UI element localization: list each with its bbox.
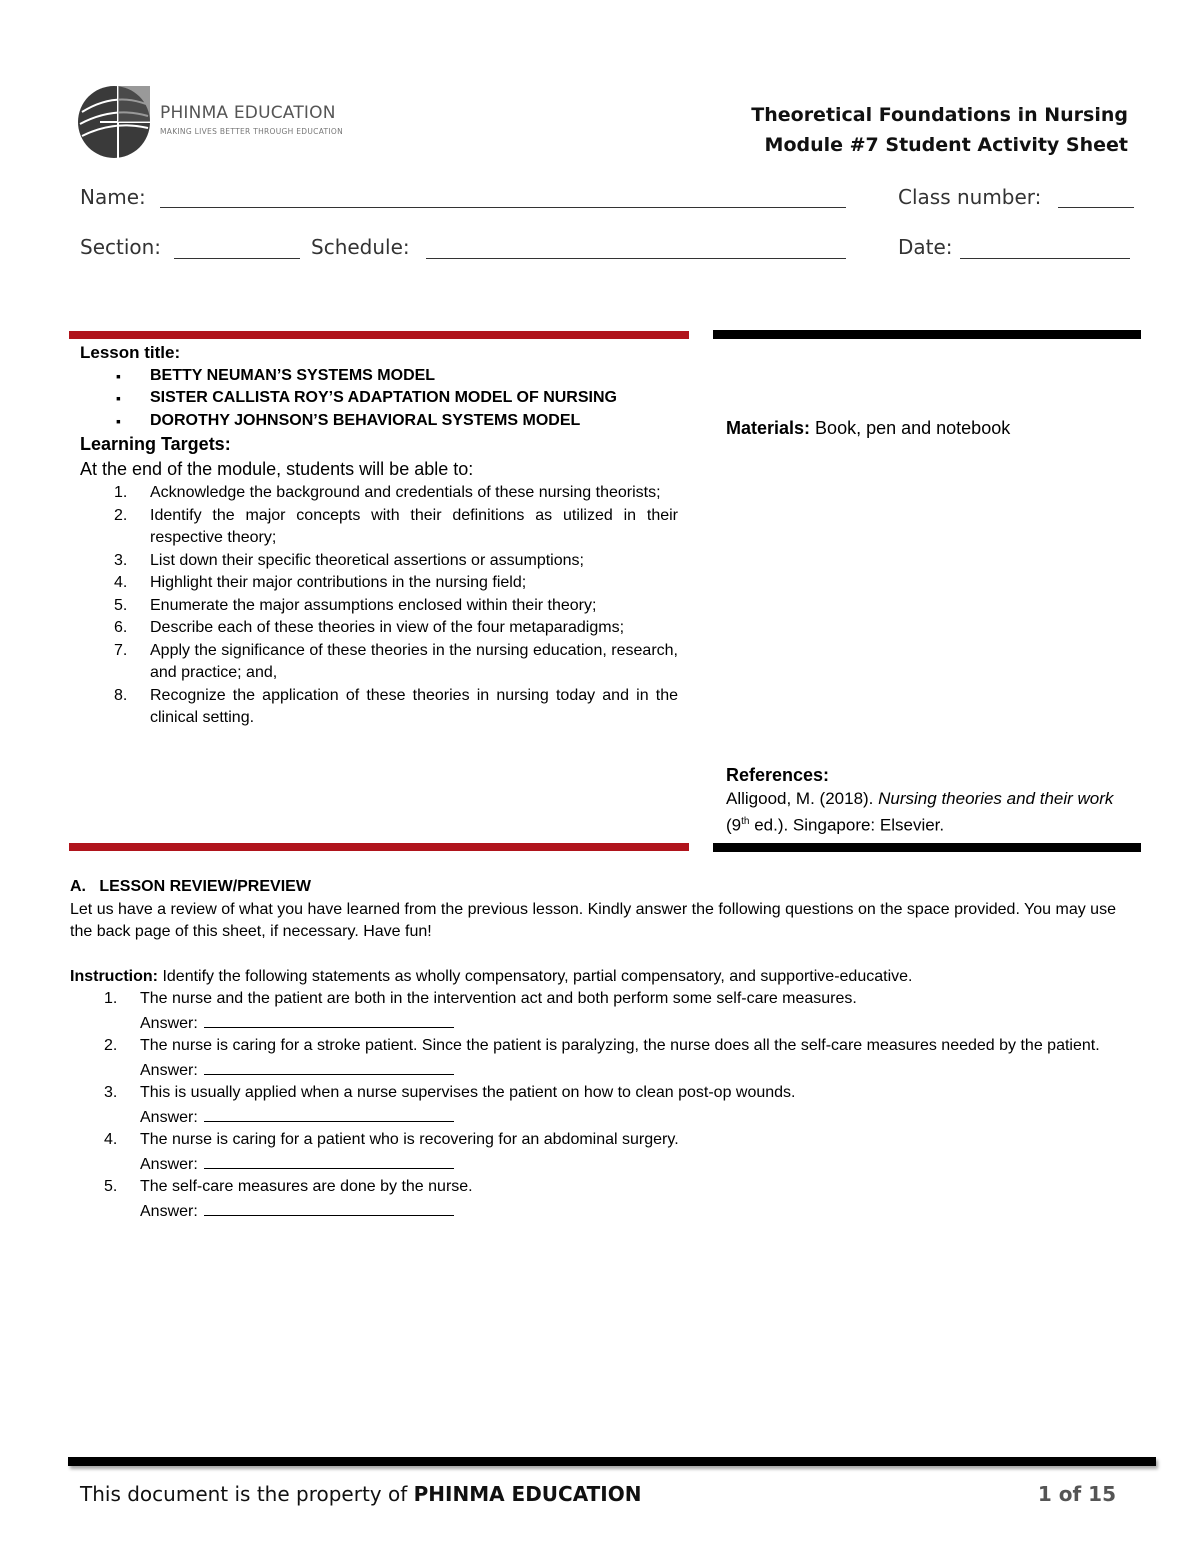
list-item: 5. The self-care measures are done by the nurse. Answer: <box>104 1178 473 1220</box>
logo-tagline: MAKING LIVES BETTER THROUGH EDUCATION <box>160 127 344 136</box>
materials <box>726 416 1010 440</box>
page-number: 1 of 15 <box>1037 1482 1116 1506</box>
date-field[interactable] <box>960 258 1130 259</box>
answer-field[interactable] <box>204 1152 454 1169</box>
list-item: ▪ SISTER CALLISTA ROY’S ADAPTATION MODEL OF NURSING <box>150 387 678 410</box>
learning-targets-label: Learning Targets: <box>80 434 231 454</box>
class-number-label: Class number: <box>898 185 1042 209</box>
instruction-label: Instruction: <box>70 967 158 985</box>
section-field[interactable] <box>174 258 300 259</box>
answer-field[interactable] <box>204 1011 454 1028</box>
answer-field[interactable] <box>204 1199 454 1216</box>
list-item: 5. Enumerate the major assumptions enclosed within their theory; <box>114 596 597 614</box>
list-item: 3. This is usually applied when a nurse supervises the patient on how to clean post-op wounds. Answer: <box>104 1084 796 1126</box>
references-label: References: <box>726 765 830 785</box>
document-title <box>751 100 1128 160</box>
module-title: Module #7 Student Activity Sheet <box>764 134 1128 156</box>
lesson-info <box>80 342 678 730</box>
lesson-title-list <box>80 365 678 433</box>
logo-name: PHINMA EDUCATION <box>160 103 336 123</box>
reference-entry: Alligood, M. (2018). Nursing theories and their work (9th ed.). Singapore: Elsevier. <box>726 789 1114 835</box>
right-bottom-bar <box>713 843 1141 852</box>
answer-field[interactable] <box>204 1058 454 1075</box>
phinma-globe-icon <box>74 82 164 162</box>
schedule-label: Schedule: <box>311 235 410 259</box>
lesson-title-label: Lesson title: <box>80 343 181 362</box>
section-intro: Let us have a review of what you have learned from the previous lesson. Kindly answer the following questions on the space provided. You may use the back page of this sheet, if necessary. Have fun! <box>70 900 1116 940</box>
schedule-field[interactable] <box>426 258 846 259</box>
list-item: 8. Recognize the application of these theories in nursing today and in the clinical setting. <box>114 686 678 726</box>
learning-targets-list <box>80 482 678 730</box>
lesson-review-section <box>70 876 1134 1223</box>
date-label: Date: <box>898 235 953 259</box>
list-item: 2. Identify the major concepts with their definitions as utilized in their respective theory; <box>114 506 678 546</box>
left-bottom-bar <box>69 843 689 851</box>
list-item: ▪ BETTY NEUMAN’S SYSTEMS MODEL <box>150 365 678 388</box>
list-item: ▪ DOROTHY JOHNSON’S BEHAVIORAL SYSTEMS MODEL <box>150 410 678 433</box>
course-title: Theoretical Foundations in Nursing <box>751 104 1128 126</box>
question-list <box>70 988 1134 1223</box>
instruction <box>70 966 1134 989</box>
name-label: Name: <box>80 185 146 209</box>
list-item: 7. Apply the significance of these theories in the nursing education, research, and practice; and, <box>114 641 678 681</box>
list-item: 3. List down their specific theoretical assertions or assumptions; <box>114 551 584 569</box>
footer-text: This document is the property of PHINMA EDUCATION <box>80 1482 642 1506</box>
section-label: Section: <box>80 235 162 259</box>
list-item: 4. The nurse is caring for a patient who is recovering for an abdominal surgery. Answer: <box>104 1131 679 1173</box>
list-item: 6. Describe each of these theories in view of the four metaparadigms; <box>114 619 625 636</box>
list-item: 1. The nurse and the patient are both in the intervention act and both perform some self-care measures. Answer: <box>104 990 857 1032</box>
references <box>726 764 1136 837</box>
list-item: 2. The nurse is caring for a stroke patient. Since the patient is paralyzing, the nurse does all the self-care measures needed by the patient. Answer: <box>104 1037 1100 1079</box>
list-item: 4. Highlight their major contributions in the nursing field; <box>114 574 527 591</box>
learning-targets-intro: At the end of the module, students will be able to: <box>80 459 474 479</box>
class-number-field[interactable] <box>1058 207 1134 208</box>
answer-field[interactable] <box>204 1105 454 1122</box>
name-field[interactable] <box>160 207 846 208</box>
left-top-bar <box>69 331 689 339</box>
list-item: 1. Acknowledge the background and credentials of these nursing theorists; <box>114 484 661 501</box>
right-top-bar <box>713 330 1141 339</box>
instruction-text: Identify the following statements as wholly compensatory, partial compensatory, and supportive-educative. <box>158 967 913 985</box>
section-heading: A. LESSON REVIEW/PREVIEW <box>70 878 311 895</box>
materials-value: Book, pen and notebook <box>810 418 1011 438</box>
footer-bar <box>68 1457 1156 1466</box>
materials-label: Materials: <box>726 418 811 438</box>
